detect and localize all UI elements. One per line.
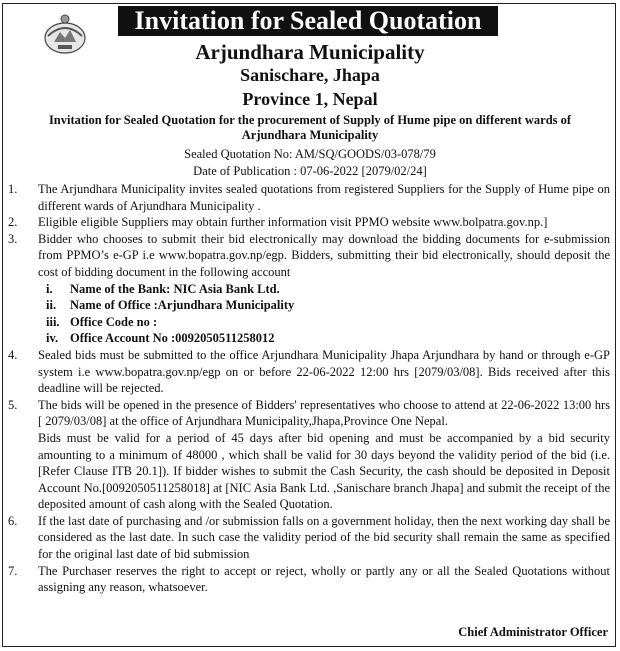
bank-detail-number: ii. xyxy=(46,298,57,313)
item-number: 1. xyxy=(8,182,18,196)
item-number: 7. xyxy=(8,563,18,578)
location-line: Sanischare, Jhapa xyxy=(240,65,380,85)
notice-subheading: Invitation for Sealed Quotation for the procurement of Supply of Hume pipe on different wards of Arjundhara Municipality xyxy=(48,113,572,142)
item-text: The Purchaser reserves the right to accept or reject, wholly or partly any or all the Sealed Quotations without assigning any reason, whatsoever. xyxy=(38,563,610,595)
signatory: Chief Administrator Officer xyxy=(458,625,608,639)
list-item xyxy=(8,397,610,513)
item-5-opening: The bids will be opened in the presence of Bidders' representatives who choose to attend at 22-06-2022 13:00 hrs [ 2079/03/08] at the office of Arjundhara Municipality,Jhapa,Province One Nepal. xyxy=(38,397,610,429)
list-item xyxy=(8,347,610,397)
item-5-validity: Bids must be valid for a period of 45 days after bid opening and must be accompanied by a bid security amounting to a minimum of 48000 , which shall be valid for 30 days beyond the validity period of the bid (i.e. [Refer Clause ITB 20.1]). If bidder wishes to submit the Cash Security, the cash should be deposited in Deposit Account No.[0092050511258018] at [NIC Asia Bank Ltd. ,Sanischare branch Jhapa] and submit the receipt of the deposited amount of cash along with the Sealed Quotation. xyxy=(38,430,610,512)
bank-detail xyxy=(8,281,610,298)
bank-detail-text: Office Code no : xyxy=(70,314,158,329)
publication-date: Date of Publication : 07-06-2022 [2079/02/24] xyxy=(193,164,427,178)
item-text xyxy=(38,397,610,513)
bank-detail-text: Office Account No :0092050511258012 xyxy=(70,331,275,346)
notice-items xyxy=(8,181,610,596)
item-text: Eligible eligible Suppliers may obtain further information visit PPMO website www.bolpatra.gov.np.] xyxy=(38,215,548,230)
item-number: 6. xyxy=(8,513,18,528)
item-text: Sealed bids must be submitted to the office Arjundhara Municipality Jhapa Arjundhara by hand or through e-GP system i.e www.bopatra.gov.np/egp on or before 22-06-2022 12:00 hrs [2079/03/08]. Bids received after this deadline will be rejected. xyxy=(38,347,610,396)
bank-detail xyxy=(8,297,610,314)
municipality-name: Arjundhara Municipality xyxy=(195,40,425,64)
bank-detail xyxy=(8,314,610,331)
list-item xyxy=(8,513,610,563)
item-number: 3. xyxy=(8,231,18,246)
list-item xyxy=(8,181,610,214)
item-text: The Arjundhara Municipality invites sealed quotations from registered Suppliers for the Supply of Hume pipe on different wards of Arjundhara Municipality . xyxy=(38,182,610,213)
bank-detail-text: Name of Office :Arjundhara Municipality xyxy=(70,298,295,313)
item-number: 5. xyxy=(8,397,18,412)
list-item xyxy=(8,214,610,231)
item-text: If the last date of purchasing and /or submission falls on a government holiday, then the next working day shall be considered as the last date. In such case the validity period of the bid security shall remain the same as specified for the original last date of bid submission xyxy=(38,513,610,562)
bank-detail-number: iii. xyxy=(46,314,60,329)
item-text: Bidder who chooses to submit their bid electronically may download the bidding documents for e-submission from PPMO’s e-GP i.e www.bopatra.gov.np/egp. Bidders, submitting their bid electronically, should deposit the cost of bidding document in the following account xyxy=(38,231,610,279)
item-number: 4. xyxy=(8,347,18,362)
notice-banner: Invitation for Sealed Quotation xyxy=(118,6,498,36)
bank-detail-number: iv. xyxy=(46,331,59,346)
list-item xyxy=(8,563,610,596)
bank-detail-text: Name of the Bank: NIC Asia Bank Ltd. xyxy=(70,281,280,296)
bank-detail-number: i. xyxy=(46,281,53,296)
item-number: 2. xyxy=(8,215,18,230)
list-item xyxy=(8,231,610,281)
quotation-number: Sealed Quotation No: AM/SQ/GOODS/03-078/79 xyxy=(184,147,436,161)
bank-detail xyxy=(8,330,610,347)
province-line: Province 1, Nepal xyxy=(242,89,378,109)
